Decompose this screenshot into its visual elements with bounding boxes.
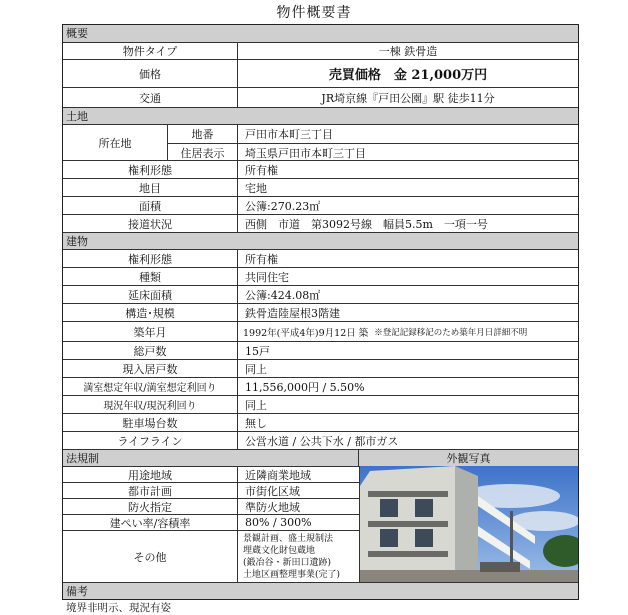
- value: 所有権: [245, 252, 278, 266]
- value: JR埼京線『戸田公園』駅 徒歩11分: [321, 91, 495, 105]
- value: 80% / 300%: [245, 516, 312, 529]
- value: 戸田市本町三丁目: [245, 128, 333, 141]
- label: 現入居戸数: [63, 360, 238, 377]
- row-access: [63, 87, 578, 107]
- label: その他: [63, 531, 238, 582]
- row-total-units: [63, 341, 578, 359]
- label: 面積: [63, 197, 238, 214]
- label: 物件タイプ: [63, 43, 238, 59]
- label: 価格: [63, 60, 238, 87]
- value: 無し: [245, 416, 267, 430]
- other-item: (鍛冶谷・新田口遺跡): [243, 558, 332, 568]
- label: 満室想定年収/満室想定利回り: [63, 378, 238, 395]
- label: ライフライン: [63, 432, 238, 449]
- row-price: [63, 59, 578, 87]
- value: 鉄骨造陸屋根3階建: [245, 306, 340, 320]
- value: 公営水道 / 公共下水 / 都市ガス: [245, 434, 399, 448]
- row-land-category: [63, 178, 578, 196]
- built-note: ※登記記録移記のため築年月日詳細不明: [374, 327, 528, 338]
- row-full-occupancy-income: [63, 377, 578, 395]
- page-title: 物件概要書: [276, 5, 352, 21]
- notes-value: 境界非明示、現況有姿: [66, 602, 171, 614]
- value: 同上: [245, 362, 267, 376]
- row-lifeline: [63, 431, 578, 449]
- row-land-rights: [63, 160, 578, 178]
- row-built-date: [63, 321, 578, 341]
- label: 接道状況: [63, 215, 238, 232]
- label: 都市計画: [63, 483, 238, 498]
- label: 建ぺい率/容積率: [63, 515, 238, 530]
- section-photo: 外観写真: [359, 449, 578, 466]
- value: 公簿:424.08㎡: [245, 288, 321, 302]
- exterior-photo: [360, 466, 578, 582]
- row-fire-zone: [63, 498, 359, 514]
- label: 総戸数: [63, 342, 238, 359]
- value: 公簿:270.23㎡: [245, 199, 321, 213]
- value: 市街化区域: [245, 484, 300, 498]
- row-location: [63, 124, 578, 160]
- row-use-zone: [63, 466, 359, 482]
- label: 種類: [63, 268, 238, 285]
- value: 準防火地域: [245, 500, 300, 514]
- row-other-regulations: [63, 530, 359, 582]
- label: 防火指定: [63, 499, 238, 514]
- value: 1992年(平成4年)9月12日 築: [243, 327, 369, 339]
- property-summary-sheet: [62, 24, 579, 614]
- row-occupied-units: [63, 359, 578, 377]
- row-structure: [63, 303, 578, 321]
- row-coverage-ratio: [63, 514, 359, 530]
- other-item: 景観計画、盛土規制法: [243, 534, 334, 544]
- label: 現況年収/現況利回り: [63, 396, 238, 413]
- value: 埼玉県戸田市本町三丁目: [245, 147, 366, 160]
- label: 構造･規模: [63, 304, 238, 321]
- label: 用途地域: [63, 467, 238, 482]
- value: 11,556,000円 / 5.50%: [245, 380, 365, 394]
- label: 築年月: [63, 322, 238, 341]
- row-road: [63, 214, 578, 232]
- value: 売買価格 金 21,000万円: [328, 68, 488, 83]
- section-land: 土地: [63, 107, 578, 124]
- value: 所有権: [245, 163, 278, 177]
- other-list: [238, 531, 359, 582]
- label: 地番: [168, 125, 238, 143]
- label: 地目: [63, 179, 238, 196]
- section-notes: 備考: [63, 582, 578, 599]
- row-building-rights: [63, 249, 578, 267]
- label: 延床面積: [63, 286, 238, 303]
- row-property-type: [63, 42, 578, 59]
- value: 近隣商業地域: [245, 468, 311, 482]
- value: 共同住宅: [245, 270, 289, 284]
- row-floor-area: [63, 285, 578, 303]
- label: 住居表示: [168, 144, 238, 162]
- row-city-plan: [63, 482, 359, 498]
- value: 西側 市道 第3092号線 幅員5.5m 一項一号: [245, 217, 488, 231]
- label: 権利形態: [63, 250, 238, 267]
- value: 宅地: [245, 181, 267, 195]
- row-land-area: [63, 196, 578, 214]
- section-law: 法規制: [63, 449, 359, 466]
- label: 交通: [63, 88, 238, 107]
- value: 一棟 鉄骨造: [378, 45, 438, 58]
- row-current-income: [63, 395, 578, 413]
- other-item: 埋蔵文化財包蔵地: [243, 546, 316, 556]
- row-parking: [63, 413, 578, 431]
- label: 権利形態: [63, 161, 238, 178]
- section-building: 建物: [63, 232, 578, 249]
- label: 所在地: [63, 125, 168, 160]
- other-item: 土地区画整理事業(完了): [243, 570, 341, 580]
- label: 駐車場台数: [63, 414, 238, 431]
- building-photo-image: [360, 466, 578, 582]
- value: 15戸: [245, 344, 270, 358]
- row-building-kind: [63, 267, 578, 285]
- section-overview: 概要: [63, 25, 578, 42]
- value: 同上: [245, 398, 267, 412]
